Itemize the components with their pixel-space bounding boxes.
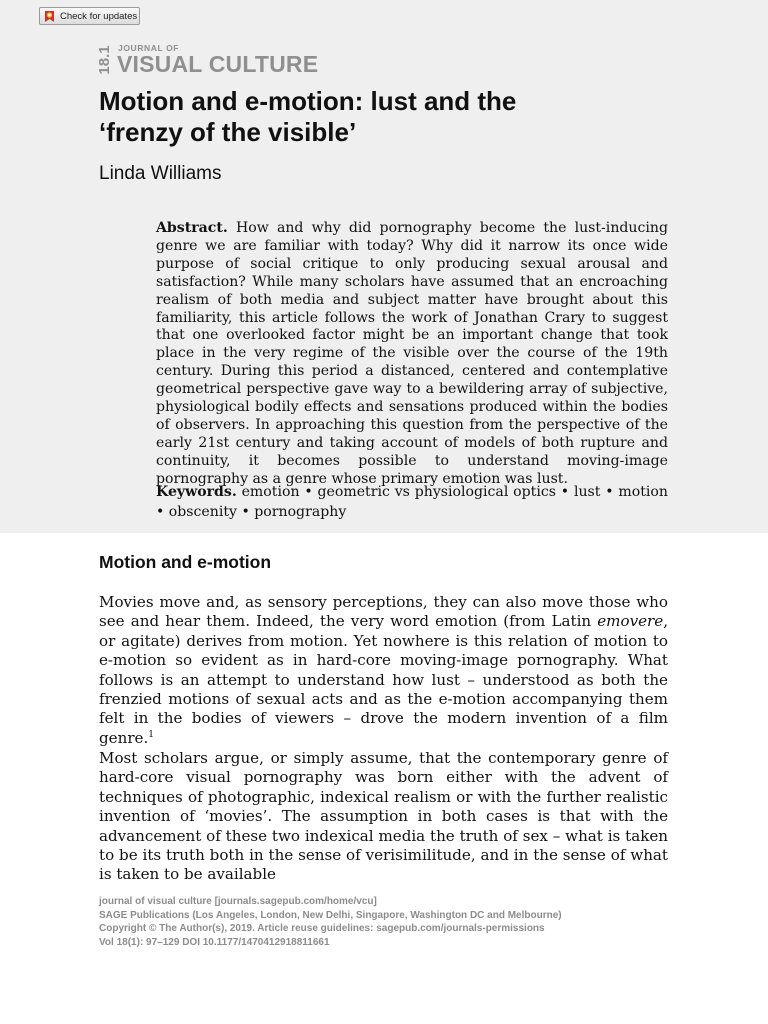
keywords-label: Keywords. <box>156 484 237 500</box>
volume-issue: 18.1 <box>96 45 113 75</box>
abstract-text: How and why did pornography become the lust-inducing genre we are familiar with today? Why did it narrow its once wide purpose of social critique to only producing sexual arousal and satisfaction? While many scholars have assumed that an encroaching realism of both media and subject matter have brought about this familiarity, this article follows the work of Jonathan Crary to suggest that one overlooked factor might be an important change that took place in the very regime of the visible over the course of the 19th century. During this period a distanced, centered and contemplative geometrical perspective gave way to a bewildering array of subjective, physiological bodily effects and sensations produced within the bodies of observers. In approaching this question from the perspective of the early 21st century and taking account of models of both rupture and continuity, it becomes possible to understand moving-image pornography as a genre whose primary emotion was lust. <box>156 220 668 487</box>
latin-term: emovere <box>597 612 664 631</box>
journal-name-small: JOURNAL OF <box>118 43 180 53</box>
paragraph-1-text-b: , or agitate) derives from motion. Yet nowhere is this relation of motion to e-motion so evident as in hard-core moving-image pornography. What follows is an attempt to understand how lust – understood as both the frenzied motions of sexual acts and as the e-motion accompanying them felt in the bodies of viewers – drove the modern invention of a film genre. <box>99 612 668 747</box>
body-paragraph-2: Most scholars argue, or simply assume, that the contemporary genre of hard-core visual pornography was born either with the advent of techniques of photographic, indexical realism or with the further realistic invention of ‘movies’. The assumption in both cases is that with the advancement of these two indexical media the truth of sex – what is taken to be its truth both in the sense of verisimilitude, and in the sense of what is taken to be available <box>99 749 668 884</box>
abstract <box>156 220 668 489</box>
footer-journal-line: journal of visual culture [journals.sagepub.com/home/vcu] <box>99 896 377 907</box>
footnote-marker[interactable]: 1 <box>148 729 154 740</box>
section-heading: Motion and e-motion <box>99 552 272 572</box>
check-for-updates-label: Check for updates <box>60 10 138 22</box>
paragraph-1-text-a: Movies move and, as sensory perceptions, they can also move those who see and hear them. Indeed, the very word emotion (from Latin <box>99 593 668 631</box>
journal-name-big: VISUAL CULTURE <box>117 51 319 77</box>
abstract-label: Abstract. <box>156 220 228 236</box>
footer-citation-line: Vol 18(1): 97–129 DOI 10.1177/1470412918811661 <box>99 936 330 948</box>
keywords-text: emotion • geometric vs physiological optics • lust • motion • obscenity • pornography <box>156 484 668 520</box>
check-for-updates-button[interactable] <box>39 7 140 25</box>
publication-footer <box>99 895 659 949</box>
keywords <box>156 482 668 522</box>
body-paragraph-1 <box>99 593 668 748</box>
crossmark-icon <box>44 10 55 23</box>
article-title: Motion and e-motion: lust and the ‘frenzy of the visible’ <box>99 86 517 147</box>
author-name: Linda Williams <box>99 163 222 184</box>
footer-copyright-line: Copyright © The Author(s), 2019. Article reuse guidelines: sagepub.com/journals-permissions <box>99 923 545 935</box>
footer-publisher-line: SAGE Publications (Los Angeles, London, New Delhi, Singapore, Washington DC and Melbourne) <box>99 909 562 921</box>
